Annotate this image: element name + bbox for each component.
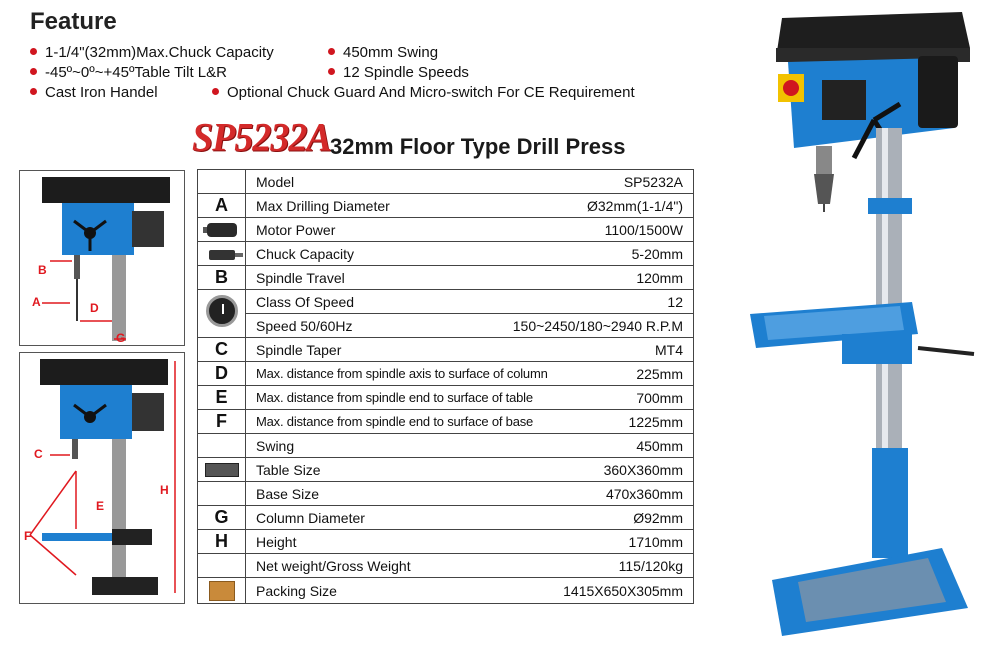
diagram-label-g: G <box>116 331 126 345</box>
spec-letter-e: E <box>198 386 246 410</box>
diagram-top <box>19 170 185 346</box>
spec-row-chuck-capacity <box>198 242 694 266</box>
spec-row-spindle-to-column <box>198 362 694 386</box>
chuck-icon <box>209 250 235 260</box>
spec-param: Base Size <box>256 485 320 502</box>
bullet-dot-icon <box>328 68 335 75</box>
feature-bullet: 1-1/4"(32mm)Max.Chuck Capacity <box>30 44 274 61</box>
work-table-icon <box>205 463 239 477</box>
spec-value: 5-20mm <box>631 245 683 262</box>
drill-press-product-image <box>742 8 982 648</box>
diagram-bottom <box>19 352 185 604</box>
bullet-dot-icon <box>212 88 219 95</box>
bullet-dot-icon <box>328 48 335 55</box>
spec-icon-cell <box>198 482 246 506</box>
feature-bullet: -45º~0º~+45ºTable Tilt L&R <box>30 64 227 81</box>
spec-param: Spindle Travel <box>256 269 345 286</box>
spec-param: Speed 50/60Hz <box>256 317 353 334</box>
spec-letter-d: D <box>198 362 246 386</box>
spec-value: 1100/1500W <box>604 221 683 238</box>
spec-param: Max. distance from spindle end to surface of table <box>256 389 533 405</box>
feature-bullet: Optional Chuck Guard And Micro-switch For CE Requirement <box>212 84 635 101</box>
spec-row-packing-size <box>198 578 694 604</box>
spec-param: Spindle Taper <box>256 341 342 358</box>
spec-param: Class Of Speed <box>256 293 355 310</box>
product-description: 32mm Floor Type Drill Press <box>330 134 626 159</box>
bullet-dot-icon <box>30 88 37 95</box>
spec-value: 700mm <box>636 389 683 406</box>
spec-param: Swing <box>256 437 295 454</box>
spec-value: MT4 <box>655 341 683 358</box>
spec-row-base-size <box>198 482 694 506</box>
spec-param: Net weight/Gross Weight <box>256 557 411 574</box>
motor-icon <box>207 223 237 237</box>
spec-param: Max. distance from spindle end to surface of base <box>256 413 534 429</box>
feature-bullet: 450mm Swing <box>328 44 438 61</box>
spec-value: 225mm <box>636 365 683 382</box>
spec-row-weight <box>198 554 694 578</box>
diagram-label-e: E <box>96 499 105 513</box>
spec-param: Max Drilling Diameter <box>256 197 390 214</box>
spec-row-motor-power <box>198 218 694 242</box>
bullet-dot-icon <box>30 48 37 55</box>
packing-box-icon <box>209 581 235 601</box>
spec-icon-cell <box>198 170 246 194</box>
spec-value: 1415X650X305mm <box>563 582 683 599</box>
spec-row-column-diameter <box>198 506 694 530</box>
spec-letter-c: C <box>198 338 246 362</box>
diagram-label-f: F <box>24 529 32 543</box>
spec-param: Chuck Capacity <box>256 245 355 262</box>
spec-letter-h: H <box>198 530 246 554</box>
spec-row-model <box>198 170 694 194</box>
spec-param: Max. distance from spindle axis to surface of column <box>256 365 548 381</box>
feature-bullet: Cast Iron Handel <box>30 84 158 101</box>
diagram-label-d: D <box>90 301 99 315</box>
spec-row-speed <box>198 314 694 338</box>
spec-value: Ø32mm(1-1/4") <box>587 197 683 214</box>
spec-row-class-of-speed <box>198 290 694 314</box>
drill-head-diagram <box>20 171 184 345</box>
spec-value: Ø92mm <box>633 509 683 526</box>
spec-value: 1225mm <box>628 413 683 430</box>
spec-value: 150~2450/180~2940 R.P.M <box>512 317 683 334</box>
model-code-logo: SP5232A <box>192 115 331 161</box>
spec-letter-a: A <box>198 194 246 218</box>
spec-row-height <box>198 530 694 554</box>
spec-param: Motor Power <box>256 221 336 238</box>
spec-param: Height <box>256 533 297 550</box>
spec-param: Packing Size <box>256 582 337 599</box>
spec-value: 360X360mm <box>603 461 683 478</box>
speed-gauge-icon <box>206 295 238 327</box>
feature-bullet: 12 Spindle Speeds <box>328 64 469 81</box>
spec-letter-b: B <box>198 266 246 290</box>
spec-row-swing <box>198 434 694 458</box>
spec-value: 115/120kg <box>618 557 683 574</box>
feature-title: Feature <box>30 8 117 35</box>
spec-param: Model <box>256 173 295 190</box>
spec-value: 12 <box>667 293 683 310</box>
drill-press-dimension-diagram <box>20 353 184 603</box>
spec-table <box>197 169 694 604</box>
diagram-label-c: C <box>34 447 43 461</box>
spec-row-spindle-to-base <box>198 410 694 434</box>
spec-value: SP5232A <box>623 173 683 190</box>
diagram-label-b: B <box>38 263 47 277</box>
spec-row-spindle-taper <box>198 338 694 362</box>
diagram-label-a: A <box>32 295 41 309</box>
bullet-dot-icon <box>30 68 37 75</box>
spec-param: Table Size <box>256 461 321 478</box>
spec-letter-f: F <box>198 410 246 434</box>
spec-icon-cell <box>198 434 246 458</box>
spec-value: 1710mm <box>628 533 683 550</box>
spec-icon-cell <box>198 554 246 578</box>
spec-row-max-drilling-diameter <box>198 194 694 218</box>
spec-param: Column Diameter <box>256 509 365 526</box>
spec-letter-g: G <box>198 506 246 530</box>
spec-value: 120mm <box>636 269 683 286</box>
spec-value: 470x360mm <box>605 485 683 502</box>
spec-row-spindle-travel <box>198 266 694 290</box>
spec-value: 450mm <box>636 437 683 454</box>
diagram-label-h: H <box>160 483 169 497</box>
spec-row-table-size <box>198 458 694 482</box>
spec-row-spindle-to-table <box>198 386 694 410</box>
